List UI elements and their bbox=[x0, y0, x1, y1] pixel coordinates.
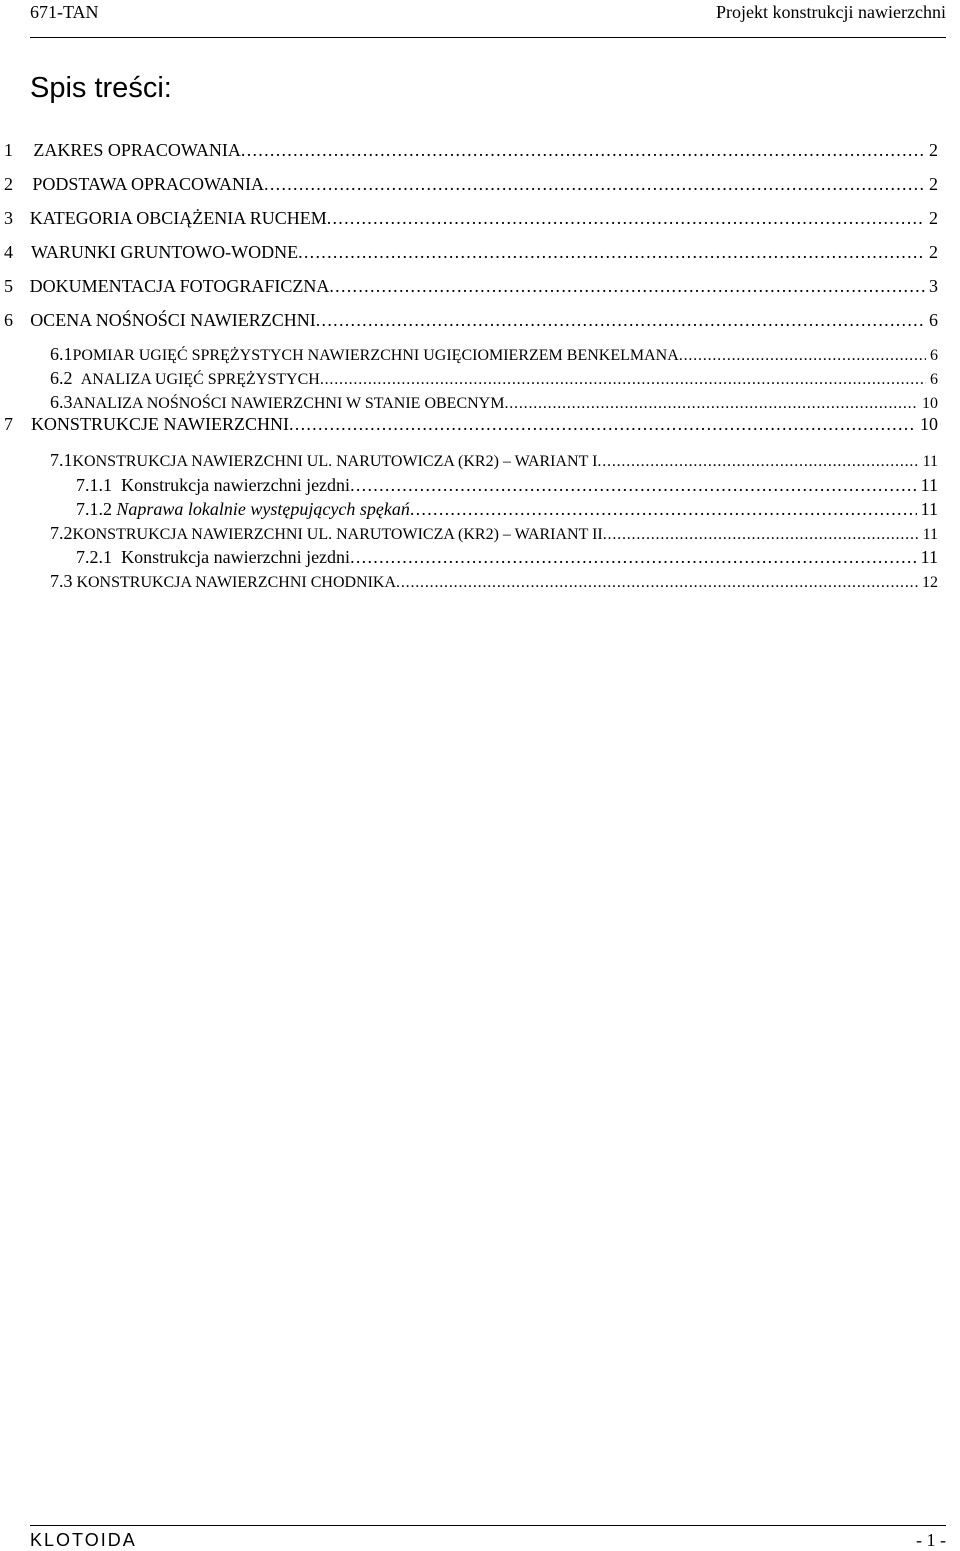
toc-entry-number: 7.1.1 bbox=[76, 475, 112, 495]
toc-entry-number: 7.1 bbox=[50, 450, 73, 470]
toc-entry-number: 2 bbox=[4, 174, 13, 194]
toc-entry-number: 7.2.1 bbox=[76, 547, 112, 567]
toc-entry-title: ZAKRES OPRACOWANIA bbox=[33, 140, 241, 160]
toc-entry-number: 7.3 bbox=[50, 571, 73, 591]
toc-entry[interactable] bbox=[50, 343, 938, 367]
toc-entry-page: 11 bbox=[922, 453, 938, 470]
toc-entry-number: 6.1 bbox=[50, 344, 73, 364]
toc-entry[interactable] bbox=[4, 413, 938, 435]
toc-entry[interactable] bbox=[50, 367, 938, 391]
footer-page-number: - 1 - bbox=[916, 1530, 946, 1550]
toc-entry-page: 11 bbox=[920, 475, 938, 495]
toc-entry-page: 11 bbox=[920, 547, 938, 567]
toc-entry-title: KONSTRUKCJA NAWIERZCHNI UL. NARUTOWICZA (KR2) – WARIANT II bbox=[72, 526, 603, 543]
toc-leader-dots bbox=[320, 369, 926, 391]
toc-entry[interactable] bbox=[76, 474, 938, 496]
toc-entry-page: 10 bbox=[922, 395, 938, 412]
toc-entry[interactable] bbox=[50, 449, 938, 473]
toc-entry-title: Konstrukcja nawierzchni jezdni bbox=[121, 547, 351, 567]
toc-leader-dots bbox=[329, 275, 925, 297]
toc-entry[interactable] bbox=[50, 522, 938, 546]
toc-leader-dots bbox=[679, 345, 926, 367]
toc-leader-dots bbox=[316, 309, 925, 331]
toc-entry-title: KONSTRUKCJA NAWIERZCHNI UL. NARUTOWICZA (KR2) – WARIANT I bbox=[72, 453, 598, 470]
header-document-code: 671-TAN bbox=[30, 2, 99, 22]
toc-entry-page: 3 bbox=[929, 276, 938, 296]
toc-entry-number: 1 bbox=[4, 140, 13, 160]
toc-entry-title: KONSTRUKCJA NAWIERZCHNI CHODNIKA bbox=[76, 574, 397, 591]
toc-entry-number: 7.1.2 bbox=[76, 499, 112, 519]
toc-entry-number: 6.2 bbox=[50, 368, 73, 388]
toc-entry-number: 7.2 bbox=[50, 523, 73, 543]
page-footer bbox=[30, 1525, 946, 1549]
toc-entry[interactable] bbox=[4, 275, 938, 297]
toc-entry-page: 6 bbox=[930, 347, 938, 364]
toc-leader-dots bbox=[264, 173, 925, 195]
toc-entry-number: 7 bbox=[4, 414, 13, 434]
toc-leader-dots bbox=[289, 413, 916, 435]
toc-entry[interactable] bbox=[4, 241, 938, 263]
toc-entry-page: 2 bbox=[929, 242, 938, 262]
toc-entry-title: KATEGORIA OBCIĄŻENIA RUCHEM bbox=[29, 208, 327, 228]
toc-entry-page: 6 bbox=[930, 371, 938, 388]
toc-title: Spis treści: bbox=[30, 72, 172, 104]
toc-entry[interactable] bbox=[4, 309, 938, 331]
toc-entry-title: PODSTAWA OPRACOWANIA bbox=[32, 174, 265, 194]
toc-entry-title: ANALIZA NOŚNOŚCI NAWIERZCHNI W STANIE OBECNYM bbox=[72, 395, 505, 412]
toc-entry-page: 12 bbox=[922, 574, 938, 591]
toc-leader-dots bbox=[241, 139, 925, 161]
toc-entry[interactable] bbox=[50, 570, 938, 594]
toc-entry-number: 4 bbox=[4, 242, 13, 262]
toc-leader-dots bbox=[396, 572, 918, 594]
toc-entry-page: 2 bbox=[929, 140, 938, 160]
toc-leader-dots bbox=[350, 546, 917, 568]
toc-leader-dots bbox=[597, 451, 918, 473]
toc-entry-title: Naprawa lokalnie występujących spękań bbox=[116, 499, 410, 519]
toc-leader-dots bbox=[327, 207, 925, 229]
toc-entry-title: WARUNKI GRUNTOWO-WODNE bbox=[30, 242, 299, 262]
toc-entry-page: 6 bbox=[929, 310, 938, 330]
toc-entry-page: 10 bbox=[920, 414, 938, 434]
toc-entry-page: 2 bbox=[929, 174, 938, 194]
toc-leader-dots bbox=[410, 498, 917, 520]
toc-entry-title: Konstrukcja nawierzchni jezdni bbox=[121, 475, 351, 495]
toc-entry-title: KONSTRUKCJE NAWIERZCHNI bbox=[30, 414, 289, 434]
toc-entry[interactable] bbox=[4, 139, 938, 161]
toc-entry[interactable] bbox=[4, 173, 938, 195]
toc-entry-page: 11 bbox=[920, 499, 938, 519]
toc-entry[interactable] bbox=[76, 546, 938, 568]
toc-leader-dots bbox=[504, 393, 918, 415]
toc-entry-title: POMIAR UGIĘĆ SPRĘŻYSTYCH NAWIERZCHNI UGIĘCIOMIERZEM BENKELMANA bbox=[72, 347, 679, 364]
toc-entry-title: DOKUMENTACJA FOTOGRAFICZNA bbox=[29, 276, 330, 296]
toc-entry-number: 6 bbox=[4, 310, 13, 330]
toc-entry[interactable] bbox=[4, 207, 938, 229]
toc-entry-title: OCENA NOŚNOŚCI NAWIERZCHNI bbox=[30, 310, 316, 330]
toc-entry[interactable] bbox=[50, 391, 938, 415]
toc-entry-number: 6.3 bbox=[50, 392, 73, 412]
toc-leader-dots bbox=[298, 241, 925, 263]
toc-entry-page: 11 bbox=[922, 526, 938, 543]
toc-leader-dots bbox=[603, 524, 919, 546]
footer-company-name: KLOTOIDA bbox=[30, 1530, 137, 1550]
toc-entry-number: 5 bbox=[4, 276, 13, 296]
header-document-title: Projekt konstrukcji nawierzchni bbox=[716, 2, 946, 22]
toc-entry[interactable] bbox=[76, 498, 938, 520]
toc-entry-number: 3 bbox=[4, 208, 13, 228]
page-header bbox=[30, 0, 946, 38]
toc-entry-title: ANALIZA UGIĘĆ SPRĘŻYSTYCH bbox=[80, 371, 320, 388]
toc-entry-page: 2 bbox=[929, 208, 938, 228]
toc-leader-dots bbox=[350, 474, 917, 496]
